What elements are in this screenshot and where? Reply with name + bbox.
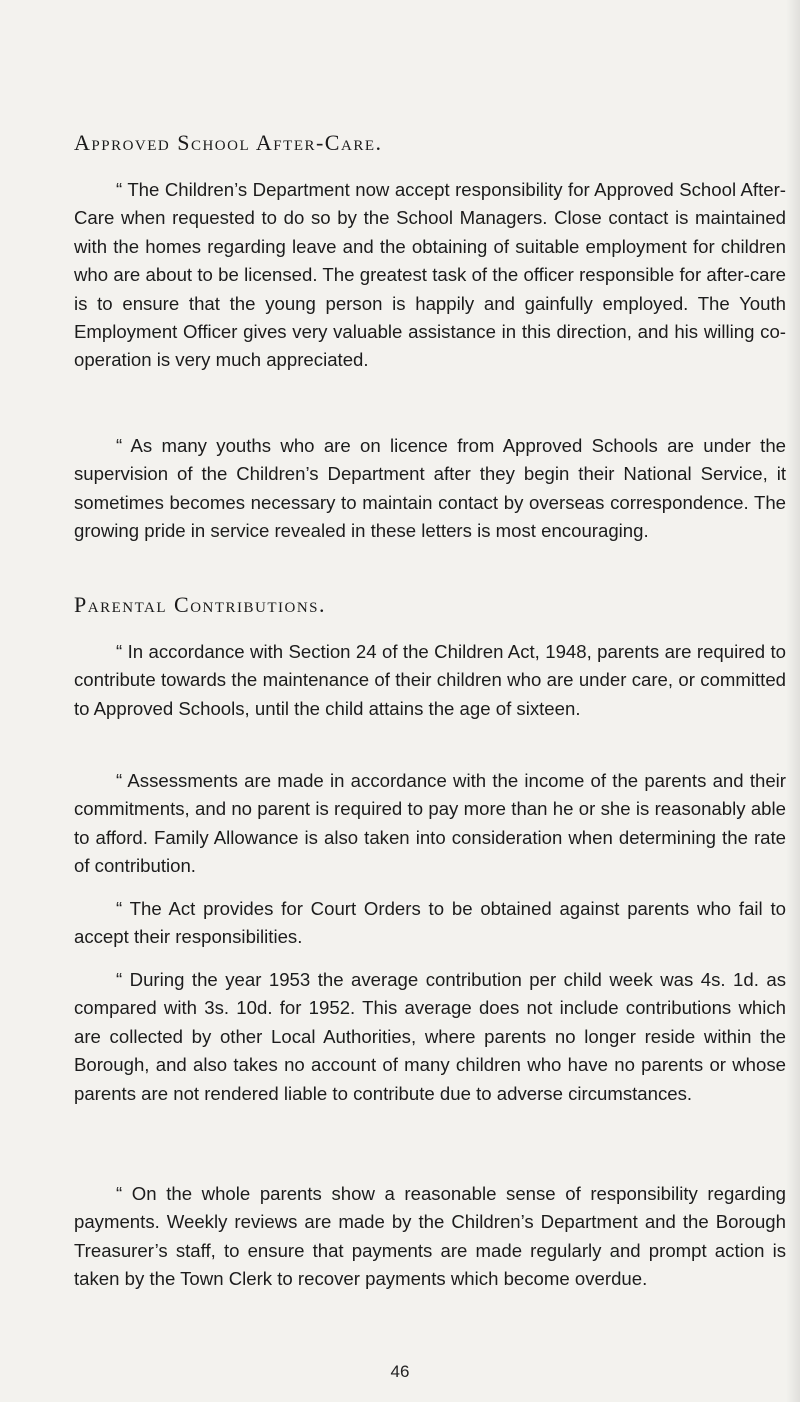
paragraph-average-contribution: “ During the year 1953 the average contribution per child week was 4s. 1d. as compared with 3s. 10d. for 1952. This average does not include contributions which are collected by other Local Authorities, where parents no longer reside within the Borough, and also takes no account of many children who have no parents or whose parents are not rendered liable to contribute due to adverse circumstances. — [74, 969, 786, 1104]
page-edge-shadow — [786, 0, 800, 1402]
paragraph-payments-responsibility: “ On the whole parents show a reasonable sense of responsibility regarding payments. Weekly reviews are made by the Children’s Department and the Borough Treasurer’s staff, to ensure that payments are made regularly and prompt action is taken by the Town Clerk to recover payments which become overdue. — [74, 1183, 786, 1290]
paragraph-court-orders: “ The Act provides for Court Orders to be obtained against parents who fail to accept their responsibilities. — [74, 898, 786, 948]
section-heading-after-care: Approved School After-Care. — [74, 130, 383, 155]
paragraph-assessments: “ Assessments are made in accordance with the income of the parents and their commitments, and no parent is required to pay more than he or she is reasonably able to afford. Family Allowance is also taken into consideration when determining the rate of contribution. — [74, 770, 786, 877]
section-heading-parental-contributions: Parental Contributions. — [74, 592, 327, 617]
paragraph-after-care-responsibility: “ The Children’s Department now accept responsibility for Approved School After-Care when requested to do so by the School Managers. Close contact is maintained with the homes regarding leave and the obtaining of suitable employment for children who are about to be licensed. The greatest task of the officer responsible for after-care is to ensure that the young person is happily and gainfully employed. The Youth Employment Officer gives very valuable assistance in this direction, and his willing co-operation is very much appreciated. — [74, 179, 786, 371]
paragraph-children-act: “ In accordance with Section 24 of the Children Act, 1948, parents are required to contribute towards the maintenance of their children who are under care, or committed to Approved Schools, until the child attains the age of sixteen. — [74, 641, 786, 719]
paragraph-national-service: “ As many youths who are on licence from Approved Schools are under the supervision of the Children’s Department after they begin their National Service, it sometimes becomes necessary to maintain contact by overseas correspondence. The growing pride in service revealed in these letters is most encouraging. — [74, 435, 786, 542]
page-number: 46 — [390, 1362, 410, 1381]
